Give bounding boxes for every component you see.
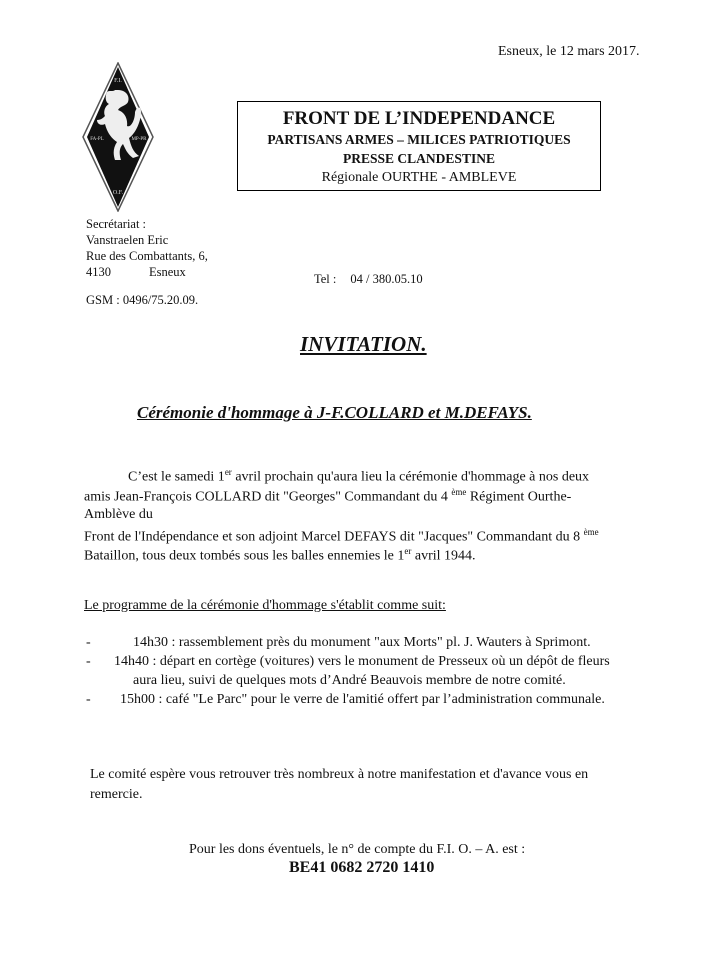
- org-subtitle-2: PRESSE CLANDESTINE: [343, 151, 495, 166]
- programme-item: 15h00 : café "Le Parc" pour le verre de l'amitié offert par l’administration communale.: [120, 692, 605, 707]
- closing-line-1: Le comité espère vous retrouver très nombreux à notre manifestation et d'avance vous en: [90, 767, 589, 782]
- programme-heading: Le programme de la cérémonie d'hommage s'établit comme suit:: [84, 598, 446, 613]
- svg-text:F.I.: F.I.: [114, 78, 122, 84]
- donation-account: BE41 0682 2720 1410: [289, 859, 435, 876]
- programme-bullet: -: [86, 654, 91, 669]
- document-title: INVITATION.: [300, 332, 427, 356]
- body-line-4: Front de l'Indépendance et son adjoint Marcel DEFAYS dit "Jacques" Commandant du 8 $^{ème}$: [84, 527, 599, 545]
- programme-item: 14h40 : départ en cortège (voitures) vers le monument de Presseux où un dépôt de fleurs: [114, 654, 610, 669]
- body-line-1: C’est le samedi 1er avril prochain qu'aura lieu la cérémonie d'hommage à nos deux: [128, 467, 590, 485]
- secretariat-postcode: 4130: [86, 265, 111, 279]
- programme-bullet: -: [86, 635, 91, 650]
- lion-emblem-icon: [82, 62, 154, 212]
- body-line-5: Bataillon, tous deux tombés sous les balles ennemies le 1er avril 1944.: [84, 546, 476, 564]
- secretariat-city: Esneux: [149, 265, 186, 279]
- secretariat-street: Rue des Combattants, 6,: [86, 249, 208, 263]
- svg-text:O.F.: O.F.: [112, 190, 124, 196]
- body-line-2: amis Jean-François COLLARD dit "Georges" Commandant du 4 $^{ème}$ Régiment Ourthe-: [84, 487, 572, 505]
- closing-line-2: remercie.: [90, 787, 143, 802]
- document-subtitle: Cérémonie d'hommage à J-F.COLLARD et M.DEFAYS.: [137, 403, 532, 422]
- organization-header-box: [237, 101, 601, 191]
- svg-text:MP-PR: MP-PR: [131, 137, 147, 142]
- date-line: Esneux, le 12 mars 2017.: [498, 44, 640, 59]
- secretariat-block: [86, 216, 208, 308]
- svg-text:FA-PL: FA-PL: [90, 137, 104, 142]
- body-line-3: Amblève du: [84, 507, 153, 522]
- tel-label: Tel :: [314, 272, 337, 286]
- programme-bullet: -: [86, 692, 91, 707]
- telephone: [314, 271, 423, 287]
- org-title: FRONT DE L’INDEPENDANCE: [282, 108, 556, 129]
- secretariat-gsm: GSM : 0496/75.20.09.: [86, 293, 199, 307]
- programme-item-continuation: aura lieu, suivi de quelques mots d’André Beauvois membre de notre comité.: [133, 673, 566, 688]
- programme-item: 14h30 : rassemblement près du monument "aux Morts" pl. J. Wauters à Sprimont.: [133, 635, 591, 650]
- tel-number: 04 / 380.05.10: [350, 272, 423, 286]
- org-subtitle: PARTISANS ARMES – MILICES PATRIOTIQUES: [267, 132, 571, 147]
- secretariat-label: Secrétariat :: [86, 217, 147, 231]
- secretariat-name: Vanstraelen Eric: [86, 233, 169, 247]
- org-region: Régionale OURTHE - AMBLEVE: [321, 170, 517, 185]
- donation-label: Pour les dons éventuels, le n° de compte du F.I. O. – A. est :: [189, 842, 526, 857]
